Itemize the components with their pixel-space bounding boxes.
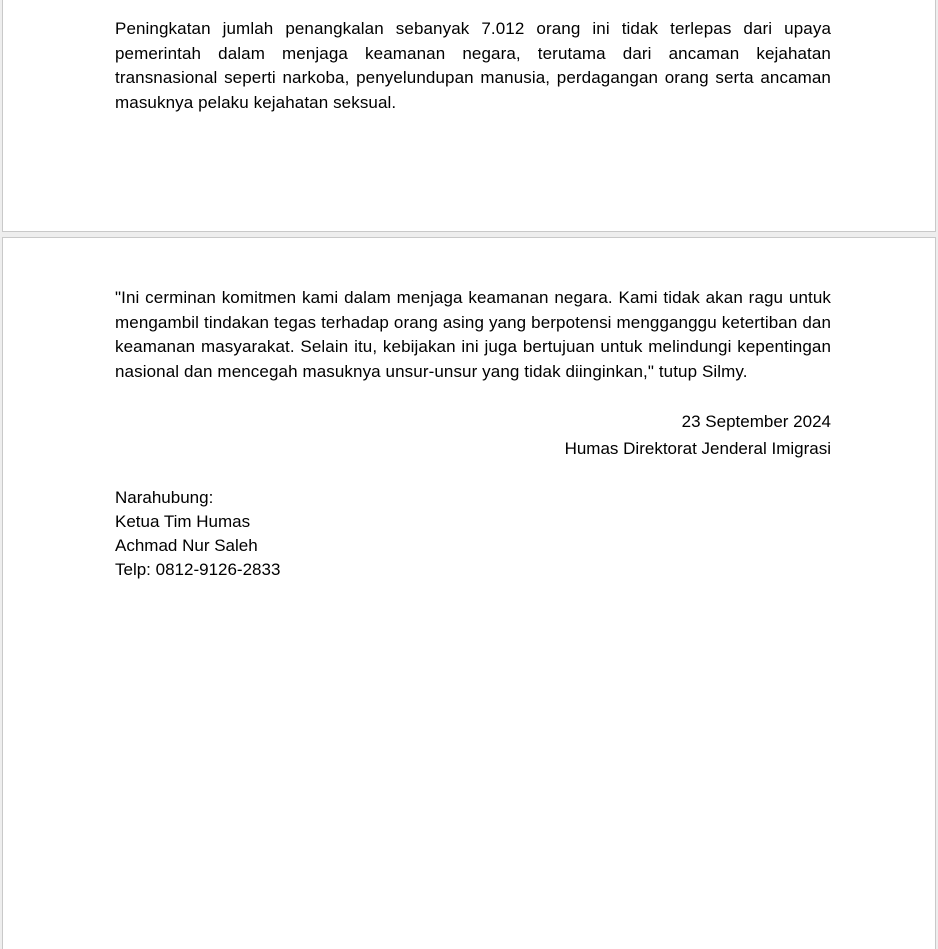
- signoff-issuer: Humas Direktorat Jenderal Imigrasi: [564, 439, 831, 458]
- document-page-2: [2, 237, 936, 949]
- contact-name: Achmad Nur Saleh: [115, 536, 258, 555]
- contact-heading: Narahubung:: [115, 488, 214, 507]
- paragraph-quote-silmy: "Ini cerminan komitmen kami dalam menjaga keamanan negara. Kami tidak akan ragu untuk mengambil tindakan tegas terhadap orang asing yang berpotensi mengganggu ketertiban dan keamanan masyarakat. Selain itu, kebijakan ini juga bertujuan untuk melindungi kepentingan nasional dan mencegah masuknya unsur-unsur yang tidak diinginkan," tutup Silmy.: [115, 288, 831, 381]
- contact-role: Ketua Tim Humas: [115, 512, 251, 531]
- paragraph-penangkalan: Peningkatan jumlah penangkalan sebanyak 7.012 orang ini tidak terlepas dari upaya pemerintah dalam menjaga keamanan negara, terutama dari ancaman kejahatan transnasional seperti narkoba, penyelundupan manusia, perdagangan orang serta ancaman masuknya pelaku kejahatan seksual.: [115, 19, 831, 112]
- signoff-block: [115, 408, 831, 462]
- document-page-1: [2, 0, 936, 232]
- contact-phone: Telp: 0812-9126-2833: [115, 560, 281, 579]
- page-2-content: [115, 286, 831, 582]
- signoff-date: 23 September 2024: [681, 412, 831, 431]
- page-1-content: [115, 17, 831, 115]
- contact-block: [115, 486, 831, 582]
